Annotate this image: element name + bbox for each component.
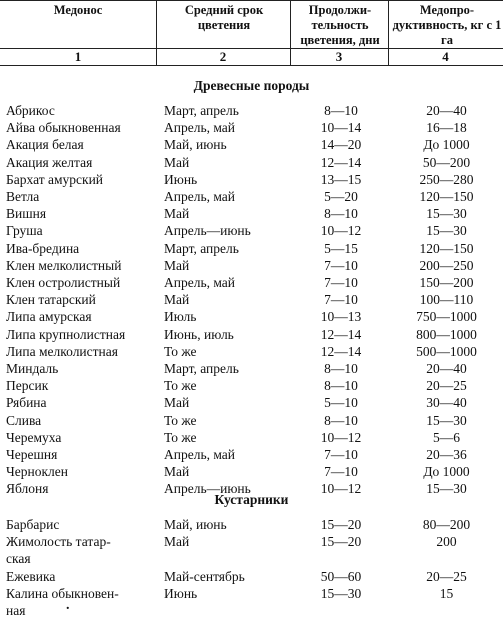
header-col-productivity: Медопро-дуктивность, кг с 1 га xyxy=(392,3,502,47)
cell-period: То же xyxy=(164,429,197,445)
section-title-shrubs: Кустарники xyxy=(214,492,289,507)
cell-plant: Ветла xyxy=(6,189,40,204)
cell-duration: 10—12 xyxy=(320,223,362,239)
cell-duration: 8—10 xyxy=(324,412,358,428)
section-title-trees: Древесные породы xyxy=(193,78,310,93)
cell-productivity: 100—110 xyxy=(419,292,474,308)
cell-plant: Жимолость татар- ская xyxy=(6,534,111,567)
cell-period: Июнь xyxy=(164,171,198,187)
cell-duration: 8—10 xyxy=(324,361,358,376)
cell-period: Апрель, май xyxy=(164,275,236,290)
cell-duration: 8—10 xyxy=(324,206,358,222)
cell-period: Май-сентябрь xyxy=(164,568,245,584)
col-number-2: 2 xyxy=(219,49,227,64)
cell-plant: Рябина xyxy=(6,395,47,411)
cell-period: Май xyxy=(164,464,190,480)
cell-period: Июнь xyxy=(164,585,198,601)
cell-period: Май xyxy=(164,534,190,550)
table-row xyxy=(0,463,503,480)
table-row xyxy=(0,222,503,239)
cell-period: То же xyxy=(164,412,197,428)
cell-duration: 10—12 xyxy=(320,481,362,497)
cell-duration: 5—10 xyxy=(324,395,358,411)
cell-productivity: 15—30 xyxy=(426,223,467,239)
table-row xyxy=(0,568,503,585)
header-col-period: Средний срок цветения xyxy=(184,3,264,32)
cell-duration: 15—30 xyxy=(320,585,362,601)
header-col-duration: Продолжи-тельность цветения, дни xyxy=(300,3,380,47)
table-row xyxy=(0,188,503,205)
cell-productivity: 120—150 xyxy=(419,189,474,204)
table-row xyxy=(0,119,503,136)
cell-plant: Черешня xyxy=(6,447,58,462)
table-row xyxy=(0,412,503,429)
cell-plant: Абрикос xyxy=(6,103,55,118)
cell-productivity: 15 xyxy=(439,585,454,601)
cell-period: Май xyxy=(164,206,190,222)
cell-duration: 13—15 xyxy=(320,171,362,187)
cell-productivity: 20—36 xyxy=(426,447,467,462)
col-number-4: 4 xyxy=(442,49,449,64)
cell-period: Июль xyxy=(164,309,197,325)
table-row xyxy=(0,240,503,257)
cell-plant: Бархат амурский xyxy=(6,171,104,187)
cell-productivity: До 1000 xyxy=(423,464,470,480)
cell-plant: Груша xyxy=(6,223,43,239)
col-number-1: 1 xyxy=(74,49,82,64)
table-row xyxy=(0,205,503,222)
cell-duration: 50—60 xyxy=(320,568,362,584)
cell-duration: 12—14 xyxy=(320,326,362,342)
cell-duration: 12—14 xyxy=(320,343,362,359)
cell-duration: 15—20 xyxy=(320,534,362,550)
cell-productivity: 250—280 xyxy=(419,171,474,187)
cell-productivity: 20—40 xyxy=(426,103,467,118)
cell-period: То же xyxy=(164,378,197,394)
cell-plant: Яблоня xyxy=(6,481,49,497)
cell-period: Май xyxy=(164,395,190,411)
table-row xyxy=(0,136,503,153)
cell-plant: Барбарис xyxy=(6,517,60,532)
table-row xyxy=(0,377,503,394)
cell-productivity: 15—30 xyxy=(426,412,467,428)
numbers-divider xyxy=(0,65,503,66)
cell-productivity: 750—1000 xyxy=(416,309,477,325)
table-row xyxy=(0,360,503,377)
cell-plant: Калина обыкновен- ная xyxy=(6,585,119,618)
cell-plant: Акация белая xyxy=(6,137,84,153)
table-row xyxy=(0,274,503,291)
cell-plant: Миндаль xyxy=(6,361,59,376)
stray-dot: . xyxy=(66,598,70,613)
cell-productivity: 80—200 xyxy=(422,517,471,532)
cell-period: Апрель—июнь xyxy=(164,481,251,497)
table-row xyxy=(0,326,503,343)
cell-duration: 8—10 xyxy=(324,378,358,394)
cell-duration: 7—10 xyxy=(324,257,358,273)
cell-period: Апрель—июнь xyxy=(164,223,251,239)
table-row xyxy=(0,394,503,411)
cell-plant: Персик xyxy=(6,378,49,394)
cell-productivity: 20—25 xyxy=(426,378,467,394)
cell-productivity: 30—40 xyxy=(426,395,467,411)
cell-plant: Ежевика xyxy=(6,568,56,584)
cell-productivity: 150—200 xyxy=(419,275,474,290)
cell-duration: 10—13 xyxy=(320,309,362,325)
cell-duration: 10—14 xyxy=(320,120,362,136)
table-row xyxy=(0,343,503,360)
cell-plant: Липа мелколистная xyxy=(6,343,118,359)
table-row xyxy=(0,516,503,533)
table-row xyxy=(0,308,503,325)
cell-productivity: 20—40 xyxy=(426,361,467,376)
cell-duration: 7—10 xyxy=(324,464,358,480)
table-row xyxy=(0,171,503,188)
cell-productivity: 120—150 xyxy=(419,240,474,256)
cell-productivity: 16—18 xyxy=(426,120,467,136)
cell-duration: 7—10 xyxy=(324,447,358,462)
table-row xyxy=(0,533,503,567)
cell-duration: 12—14 xyxy=(320,154,362,170)
cell-productivity: 5—6 xyxy=(433,429,460,445)
cell-productivity: 15—30 xyxy=(426,481,467,497)
cell-period: Июнь, июль xyxy=(164,326,234,342)
cell-plant: Липа крупнолистная xyxy=(6,326,126,342)
cell-period: Май xyxy=(164,257,190,273)
cell-plant: Айва обыкновенная xyxy=(6,120,121,136)
cell-period: То же xyxy=(164,343,197,359)
cell-plant: Черемуха xyxy=(6,429,62,445)
cell-plant: Липа амурская xyxy=(6,309,92,325)
cell-duration: 15—20 xyxy=(320,517,362,532)
cell-period: Март, апрель xyxy=(164,240,239,256)
table-row xyxy=(0,257,503,274)
cell-duration: 5—20 xyxy=(324,189,358,204)
table-row xyxy=(0,446,503,463)
table-row xyxy=(0,102,503,119)
cell-plant: Вишня xyxy=(6,206,47,222)
cell-plant: Клен татарский xyxy=(6,292,96,308)
cell-plant: Клен остролистный xyxy=(6,275,121,290)
cell-period: Май, июнь xyxy=(164,137,227,153)
col-number-3: 3 xyxy=(335,49,343,64)
cell-productivity: До 1000 xyxy=(423,137,470,153)
cell-duration: 7—10 xyxy=(324,292,358,308)
cell-productivity: 500—1000 xyxy=(416,343,477,359)
cell-period: Март, апрель xyxy=(164,361,239,376)
cell-period: Май xyxy=(164,154,190,170)
table-row xyxy=(0,429,503,446)
cell-plant: Черноклен xyxy=(6,464,69,480)
cell-productivity: 200 xyxy=(436,534,457,550)
cell-plant: Клен мелколистный xyxy=(6,257,122,273)
cell-plant: Акация желтая xyxy=(6,154,93,170)
header-col-plant: Медонос xyxy=(53,3,103,17)
cell-productivity: 50—200 xyxy=(422,154,471,170)
cell-productivity: 800—1000 xyxy=(416,326,477,342)
cell-period: Март, апрель xyxy=(164,103,239,118)
cell-duration: 7—10 xyxy=(324,275,358,290)
table-row xyxy=(0,154,503,171)
cell-productivity: 15—30 xyxy=(426,206,467,222)
cell-period: Апрель, май xyxy=(164,189,236,204)
cell-productivity: 20—25 xyxy=(426,568,467,584)
cell-plant: Ива-бредина xyxy=(6,240,80,256)
table-row xyxy=(0,585,503,619)
table-top-border xyxy=(0,0,503,1)
cell-duration: 10—12 xyxy=(320,429,362,445)
cell-period: Апрель, май xyxy=(164,120,236,136)
cell-duration: 14—20 xyxy=(320,137,362,153)
cell-period: Апрель, май xyxy=(164,447,236,462)
cell-period: Май xyxy=(164,292,190,308)
cell-plant: Слива xyxy=(6,412,42,428)
cell-duration: 8—10 xyxy=(324,103,358,118)
cell-duration: 5—15 xyxy=(324,240,358,256)
table-row xyxy=(0,291,503,308)
cell-productivity: 200—250 xyxy=(419,257,474,273)
cell-period: Май, июнь xyxy=(164,517,227,532)
